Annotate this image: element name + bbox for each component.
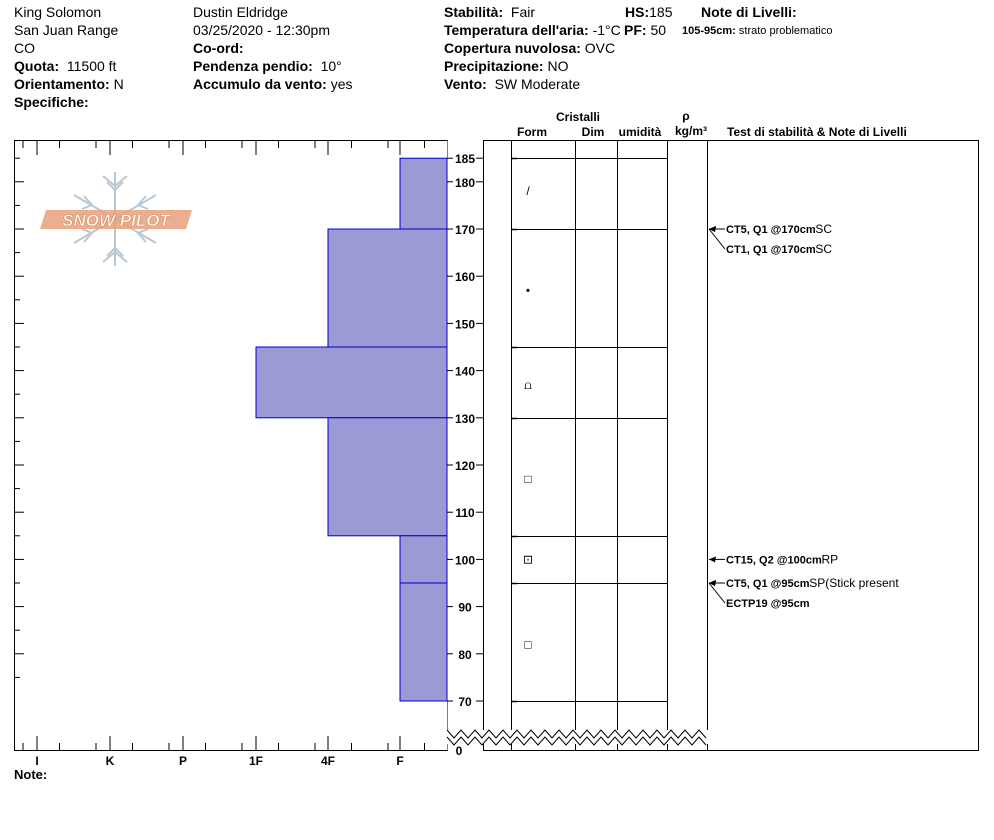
hs: HS:185	[625, 4, 673, 20]
grain-form-symbol: •	[525, 283, 531, 298]
layers-frame	[484, 141, 708, 751]
crystals-header: Cristalli	[555, 110, 601, 124]
aspect: Orientamento: N	[14, 76, 124, 92]
cloud-cover: Copertura nuvolosa: OVC	[444, 40, 616, 56]
y-tick-label: 170	[454, 223, 476, 237]
datetime: 03/25/2020 - 12:30pm	[193, 22, 330, 38]
precipitation: Precipitazione: NO	[444, 58, 569, 74]
y-tick-label: 70	[458, 695, 472, 709]
test-note: SC	[815, 242, 833, 256]
test-note: SP(Stick present	[809, 576, 899, 590]
test-note: RP	[821, 552, 839, 567]
x-tick-label: I	[35, 754, 39, 768]
air-temp: Temperatura dell'aria: -1°C	[444, 22, 621, 38]
y-tick-label: 110	[455, 506, 475, 521]
y-tick-label: 140	[454, 364, 476, 379]
test-result: CT1, Q1 @170cm	[726, 244, 816, 256]
stability: Stabilità: Fair	[444, 4, 536, 20]
elevation: Quota: 11500 ft	[14, 58, 117, 74]
specifics: Specifiche:	[14, 94, 89, 110]
test-result: CT5, Q1 @95cm	[726, 578, 810, 590]
y-tick-label: 150	[454, 317, 476, 332]
hardness-bar-3	[328, 418, 447, 536]
form-header: Form	[517, 125, 547, 139]
y-tick-label: 80	[458, 647, 472, 662]
note-label: Note:	[14, 767, 48, 782]
logo-text: SNOW PILOT	[62, 211, 170, 230]
hardness-bar-5	[400, 583, 447, 701]
hardness-bar-2	[256, 347, 447, 418]
y-tick-label: 100	[454, 553, 476, 568]
grain-form-symbol: ⩍	[524, 377, 532, 392]
y-tick-label: 185	[454, 152, 476, 167]
test-leader	[709, 229, 725, 249]
wind-loading: Accumulo da vento: yes	[193, 76, 353, 92]
grain-form-symbol: /	[526, 184, 530, 199]
test-arrow-icon	[709, 556, 716, 562]
x-tick-label: P	[178, 754, 188, 768]
layer-note: 105-95cm: strato problematico	[682, 25, 833, 37]
test-result: CT15, Q2 @100cm	[726, 554, 822, 567]
axis-break	[447, 730, 708, 745]
location: King Solomon	[14, 4, 102, 20]
x-tick-label: F	[396, 754, 404, 768]
range: San Juan Range	[14, 22, 119, 38]
y-tick-label: 160	[454, 270, 476, 285]
observer: Dustin Eldridge	[193, 4, 288, 20]
hardness-bar-0	[400, 158, 447, 229]
tests-header: Test di stabilità & Note di Livelli	[727, 125, 907, 139]
y-tick-label: 120	[454, 459, 476, 473]
x-tick-label: 4F	[320, 754, 336, 768]
rho-header: ρ	[682, 109, 690, 123]
density-header: kg/m³	[674, 124, 708, 138]
slope: Pendenza pendio: 10°	[193, 58, 342, 74]
x-tick-label: 1F	[248, 754, 264, 768]
y-tick-label-zero: 0	[455, 744, 463, 758]
grain-form-symbol: ⊡	[522, 552, 534, 567]
y-tick-label: 130	[454, 411, 476, 426]
moisture-header: umidità	[618, 125, 662, 139]
grain-form-symbol: □	[524, 472, 532, 487]
y-tick-label: 90	[458, 600, 472, 615]
y-tick-label: 180	[454, 175, 476, 190]
test-result: CT5, Q1 @170cm	[726, 224, 816, 236]
grain-form-symbol: □	[524, 637, 532, 652]
state: CO	[14, 40, 35, 56]
x-tick-label: K	[105, 754, 115, 768]
hardness-bar-4	[400, 536, 447, 583]
hardness-bar-1	[328, 229, 447, 347]
coord: Co-ord:	[193, 40, 244, 56]
pf: PF: 50	[624, 22, 667, 38]
size-header: Dim	[581, 125, 605, 139]
test-leader	[709, 583, 725, 603]
test-result: ECTP19 @95cm	[726, 598, 810, 610]
layer-notes-title: Note di Livelli:	[701, 4, 797, 20]
test-note: SC	[815, 222, 833, 236]
snowpilot-logo	[40, 172, 192, 266]
wind: Vento: SW Moderate	[444, 76, 581, 92]
